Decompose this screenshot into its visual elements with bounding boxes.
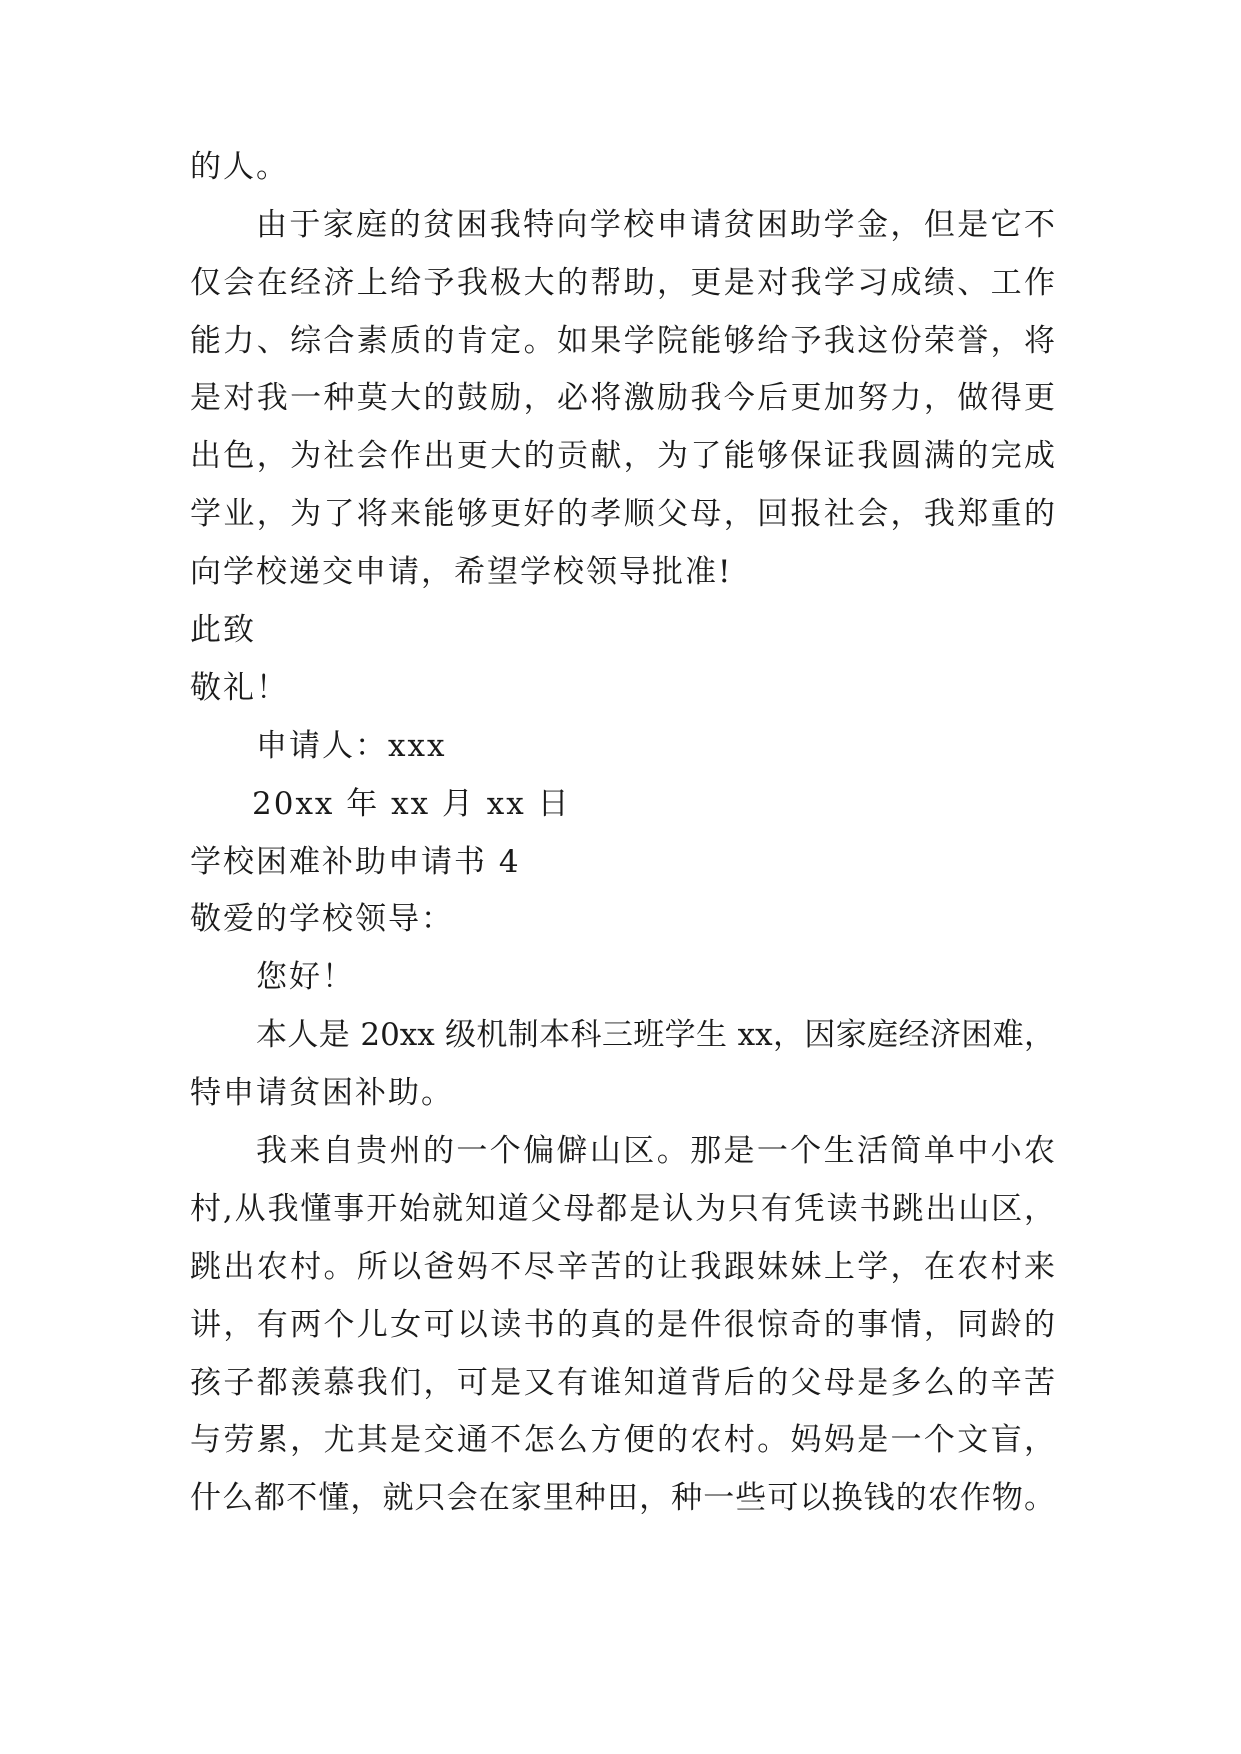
text-line: 孩子都羡慕我们，可是又有谁知道背后的父母是多么的辛苦	[190, 1365, 1055, 1401]
text-line: 村,从我懂事开始就知道父母都是认为只有凭读书跳出山区，	[190, 1191, 1055, 1227]
text-line: 什么都不懂，就只会在家里种田，种一些可以换钱的农作物。	[190, 1480, 1055, 1516]
text-line: 我来自贵州的一个偏僻山区。那是一个生活简单中小农	[256, 1133, 1055, 1169]
text-line: 敬礼！	[190, 670, 289, 706]
text-line: 仅会在经济上给予我极大的帮助，更是对我学习成绩、工作	[190, 265, 1055, 301]
text-line: 向学校递交申请，希望学校领导批准!	[190, 554, 733, 590]
text-line: 您好！	[256, 959, 355, 995]
text-line: 本人是 20xx 级机制本科三班学生 xx，因家庭经济困难，	[256, 1017, 1055, 1053]
text-line: 是对我一种莫大的鼓励，必将激励我今后更加努力，做得更	[190, 380, 1055, 416]
text-line: 与劳累，尤其是交通不怎么方便的农村。妈妈是一个文盲，	[190, 1422, 1055, 1458]
text-line: 由于家庭的贫困我特向学校申请贫困助学金，但是它不	[256, 207, 1055, 243]
text-line: 讲，有两个儿女可以读书的真的是件很惊奇的事情，同龄的	[190, 1307, 1055, 1343]
text-line: 学校困难补助申请书 4	[190, 844, 521, 880]
text-line: 的人。	[190, 149, 289, 185]
text-line: 此致	[190, 612, 256, 648]
text-line: 申请人：xxx	[256, 728, 447, 764]
text-line: 能力、综合素质的肯定。如果学院能够给予我这份荣誉，将	[190, 323, 1055, 359]
text-line: 20xx 年 xx 月 xx 日	[252, 786, 571, 822]
text-line: 出色，为社会作出更大的贡献，为了能够保证我圆满的完成	[190, 438, 1055, 474]
text-line: 跳出农村。所以爸妈不尽辛苦的让我跟妹妹上学，在农村来	[190, 1249, 1055, 1285]
text-line: 学业，为了将来能够更好的孝顺父母，回报社会，我郑重的	[190, 496, 1055, 532]
text-line: 敬爱的学校领导：	[190, 901, 454, 937]
text-line: 特申请贫困补助。	[190, 1075, 454, 1111]
